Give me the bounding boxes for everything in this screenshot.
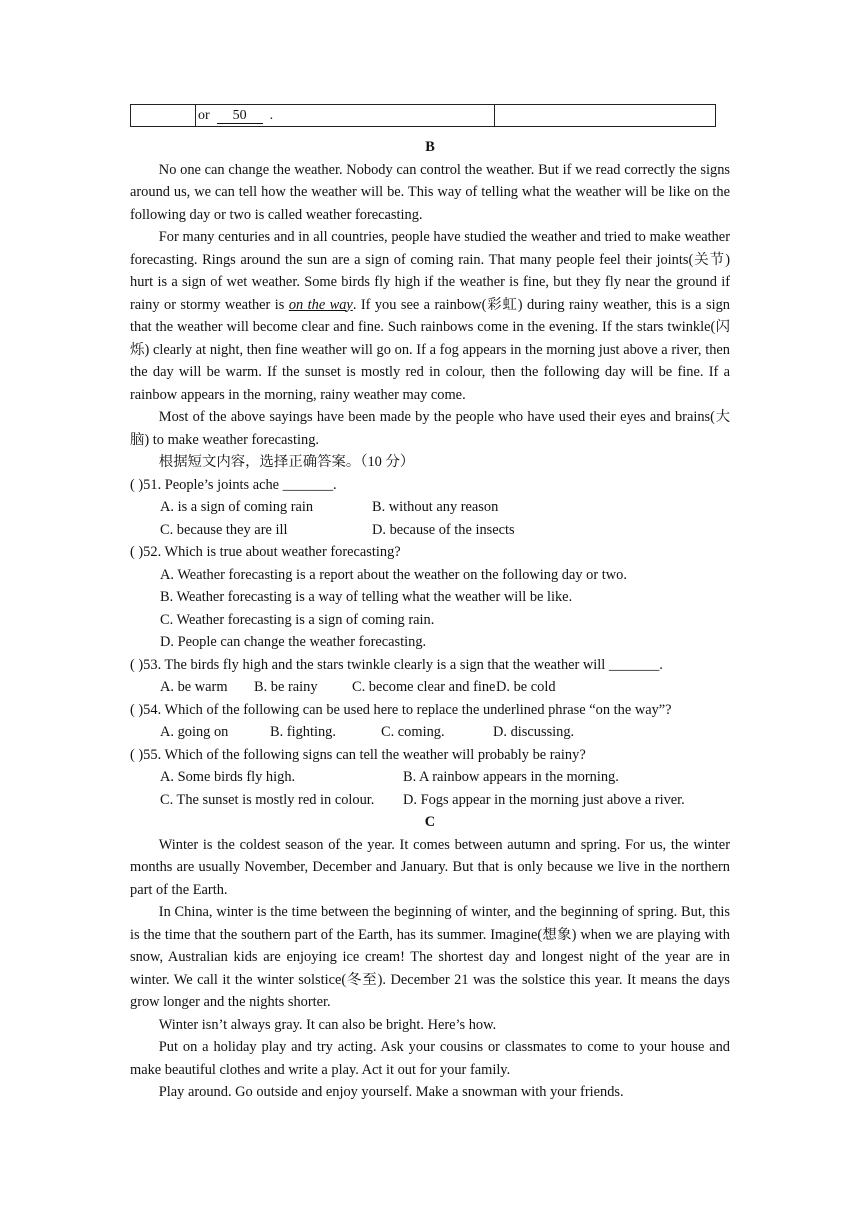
question-52 xyxy=(130,541,730,654)
option-c[interactable]: C. The sunset is mostly red in colour. xyxy=(160,791,375,808)
option-a[interactable]: A. is a sign of coming rain xyxy=(160,499,314,515)
option-c[interactable]: C. because they are ill xyxy=(160,521,288,538)
option-d[interactable]: D. Fogs appear in the morning just above a river. xyxy=(403,791,685,808)
table-prefix: or xyxy=(198,107,210,123)
question-stem: ( )52. Which is true about weather forecasting? xyxy=(130,544,401,560)
question-stem: ( )51. People’s joints ache _______. xyxy=(130,476,337,493)
option-d[interactable]: D. discussing. xyxy=(493,724,575,740)
section-b-heading: B xyxy=(425,139,435,155)
paragraph-2-text-b: . If you see a rainbow(彩虹) during rainy weather, this is a sign that the weather will become clear and fine. Such rainbows come in the evening. If the stars twinkle(闪烁) clearly at night, then fine weather will go on. If a fog appears in the morning just above a river, then the day will be warm. If the sunset is mostly red in colour, then the following day will be fine. If a rainbow appears in the morning, rainy weather may come. xyxy=(130,296,730,403)
option-d[interactable]: D. be cold xyxy=(496,679,556,695)
exam-page xyxy=(130,104,730,1104)
question-53 xyxy=(130,654,730,699)
option-c[interactable]: C. Weather forecasting is a sign of coming rain. xyxy=(160,611,435,628)
section-c-paragraph-4: Put on a holiday play and try acting. Ask your cousins or classmates to come to your house and make beautiful clothes and write a play. Act it out for your family. xyxy=(130,1039,730,1078)
option-c[interactable]: C. coming. xyxy=(381,724,445,740)
options-row xyxy=(130,676,730,699)
underlined-phrase: on the way xyxy=(288,296,353,313)
section-c-heading: C xyxy=(424,814,436,830)
answer-table-fragment xyxy=(130,104,716,127)
section-c-paragraph-1: Winter is the coldest season of the year. It comes between autumn and spring. For us, the winter months are usually November, December and January. But that is only because we live in the northern part of the Earth. xyxy=(130,836,730,898)
blank-50[interactable]: 50 xyxy=(217,108,263,124)
options-row xyxy=(130,789,730,812)
option-d[interactable]: D. People can change the weather forecasting. xyxy=(160,634,427,650)
options-row xyxy=(130,766,730,789)
question-51 xyxy=(130,474,730,542)
option-a[interactable]: A. going on xyxy=(160,724,229,740)
question-55 xyxy=(130,744,730,812)
question-stem: ( )53. The birds fly high and the stars twinkle clearly is a sign that the weather will _______. xyxy=(130,656,663,673)
table-cell-empty-right xyxy=(495,105,716,127)
table-suffix: . xyxy=(269,107,274,123)
table-cell-blank xyxy=(196,105,495,127)
section-b-instruction: 根据短文内容，选择正确答案。（10 分） xyxy=(158,454,415,470)
question-stem: ( )54. Which of the following can be used here to replace the underlined phrase “on the way”? xyxy=(130,701,672,718)
section-c-paragraph-3: Winter isn’t always gray. It can also be bright. Here’s how. xyxy=(158,1016,497,1033)
options-row xyxy=(130,519,730,542)
question-54 xyxy=(130,699,730,744)
section-c-paragraph-2: In China, winter is the time between the beginning of winter, and the beginning of spring. But, this is the time that the southern part of the Earth, has its summer. Imagine(想象) when we are playing with snow, Australian kids are enjoying ice cream! The shortest day and longest night of the year are in winter. We call it the winter solstice(冬至). December 21 was the solstice this year. It means the days grow longer and the nights shorter. xyxy=(130,904,730,1010)
options-row xyxy=(130,496,730,519)
option-b[interactable]: B. be rainy xyxy=(254,679,318,695)
options-row xyxy=(130,721,730,744)
option-d[interactable]: D. because of the insects xyxy=(372,521,515,538)
option-b[interactable]: B. without any reason xyxy=(372,499,499,515)
option-a[interactable]: A. be warm xyxy=(160,679,228,695)
paragraph-2-text-a: For many centuries and in all countries, people have studied the weather and tried to make weather forecasting. Rings around the sun are a sign of coming rain. That many people feel their joints(关节) hurt is a sign of wet weather. Some birds fly high if the weather is fine, but they fly near the ground if rainy or stormy weather is xyxy=(130,229,730,313)
table-cell-empty-left xyxy=(131,105,196,127)
section-b-paragraph-2 xyxy=(130,226,730,406)
section-b-paragraph-3: Most of the above sayings have been made by the people who have used their eyes and brains(大脑) to make weather forecasting. xyxy=(130,409,730,448)
option-c[interactable]: C. become clear and fine xyxy=(352,679,496,695)
option-a[interactable]: A. Some birds fly high. xyxy=(160,769,296,785)
section-c-paragraph-5: Play around. Go outside and enjoy yourself. Make a snowman with your friends. xyxy=(158,1084,624,1100)
section-b-paragraph-1: No one can change the weather. Nobody can control the weather. But if we read correctly the signs around us, we can tell how the weather will be. This way of telling what the weather will be like on the following day or two is called weather forecasting. xyxy=(130,161,730,223)
question-stem: ( )55. Which of the following signs can tell the weather will probably be rainy? xyxy=(130,746,586,763)
option-b[interactable]: B. A rainbow appears in the morning. xyxy=(403,769,619,785)
option-b[interactable]: B. Weather forecasting is a way of telling what the weather will be like. xyxy=(160,589,573,605)
option-a[interactable]: A. Weather forecasting is a report about the weather on the following day or two. xyxy=(160,566,627,583)
option-b[interactable]: B. fighting. xyxy=(270,724,336,740)
